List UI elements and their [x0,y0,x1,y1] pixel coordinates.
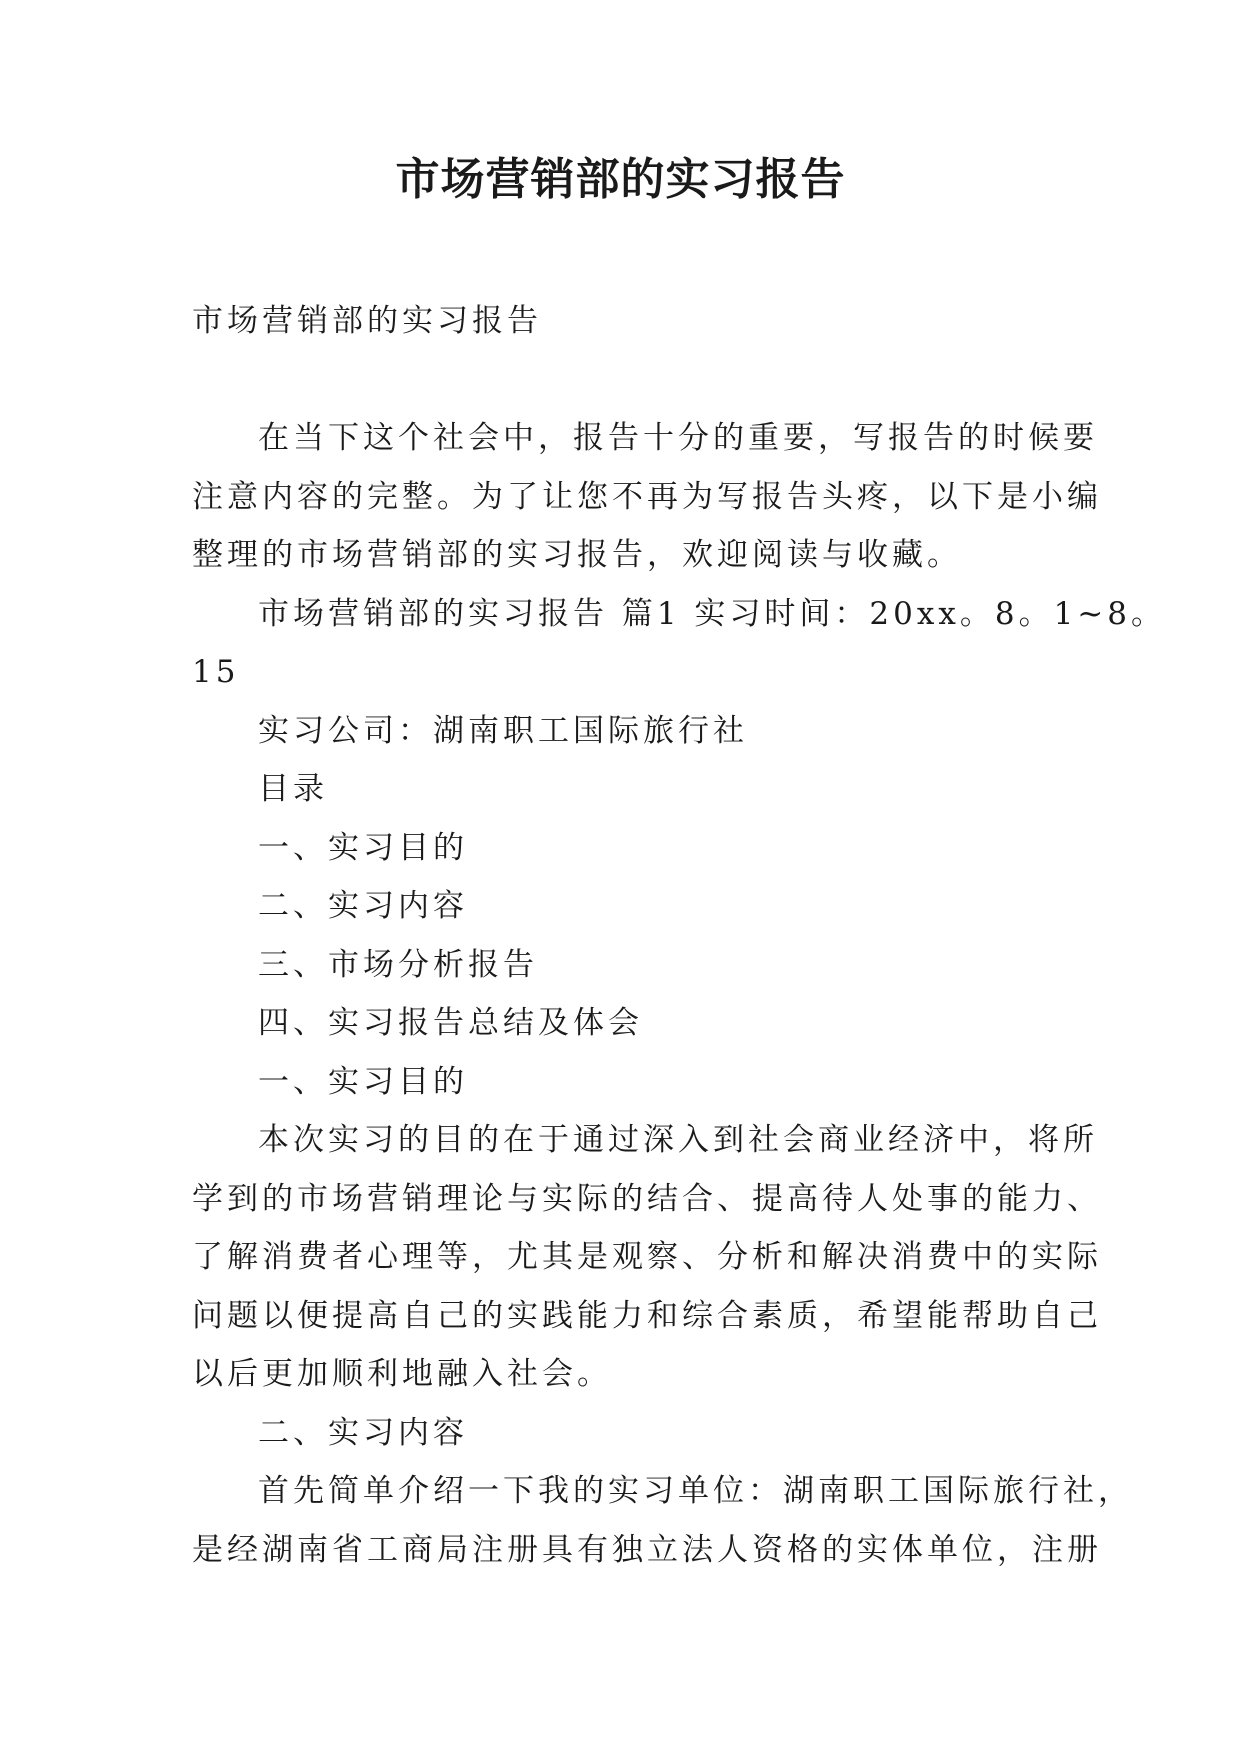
document-subtitle: 市场营销部的实习报告 [192,303,542,339]
article-header-line: 市场营销部的实习报告 篇1 实习时间：20xx。8。1~8。 [258,595,1166,632]
company-line: 实习公司：湖南职工国际旅行社 [258,712,748,749]
paragraph-line: 学到的市场营销理论与实际的结合、提高待人处事的能力、 [192,1180,1102,1217]
toc-title: 目录 [258,771,328,807]
paragraph-line: 本次实习的目的在于通过深入到社会商业经济中，将所 [258,1122,1098,1158]
paragraph-line: 问题以便提高自己的实践能力和综合素质，希望能帮助自己 [192,1297,1102,1334]
paragraph-line: 以后更加顺利地融入社会。 [192,1356,612,1392]
paragraph-line: 是经湖南省工商局注册具有独立法人资格的实体单位，注册 [192,1531,1102,1568]
toc-item: 四、实习报告总结及体会 [258,1005,643,1041]
section-heading: 一、实习目的 [258,1063,468,1100]
paragraph-line: 首先简单介绍一下我的实习单位：湖南职工国际旅行社， [258,1473,1133,1509]
document-body [192,292,1166,1579]
article-header-line: 15 [192,654,240,690]
toc-item: 三、市场分析报告 [258,946,538,983]
toc-item: 一、实习目的 [258,829,468,866]
intro-line: 在当下这个社会中，报告十分的重要，写报告的时候要 [258,420,1098,456]
paragraph-line: 了解消费者心理等，尤其是观察、分析和解决消费中的实际 [192,1239,1102,1275]
section-heading: 二、实习内容 [258,1414,468,1451]
toc-item: 二、实习内容 [258,888,468,924]
intro-line: 注意内容的完整。为了让您不再为写报告头疼，以下是小编 [192,478,1102,515]
document-title: 市场营销部的实习报告 [395,154,846,205]
intro-line: 整理的市场营销部的实习报告，欢迎阅读与收藏。 [192,537,962,573]
blank-line [192,351,1072,410]
